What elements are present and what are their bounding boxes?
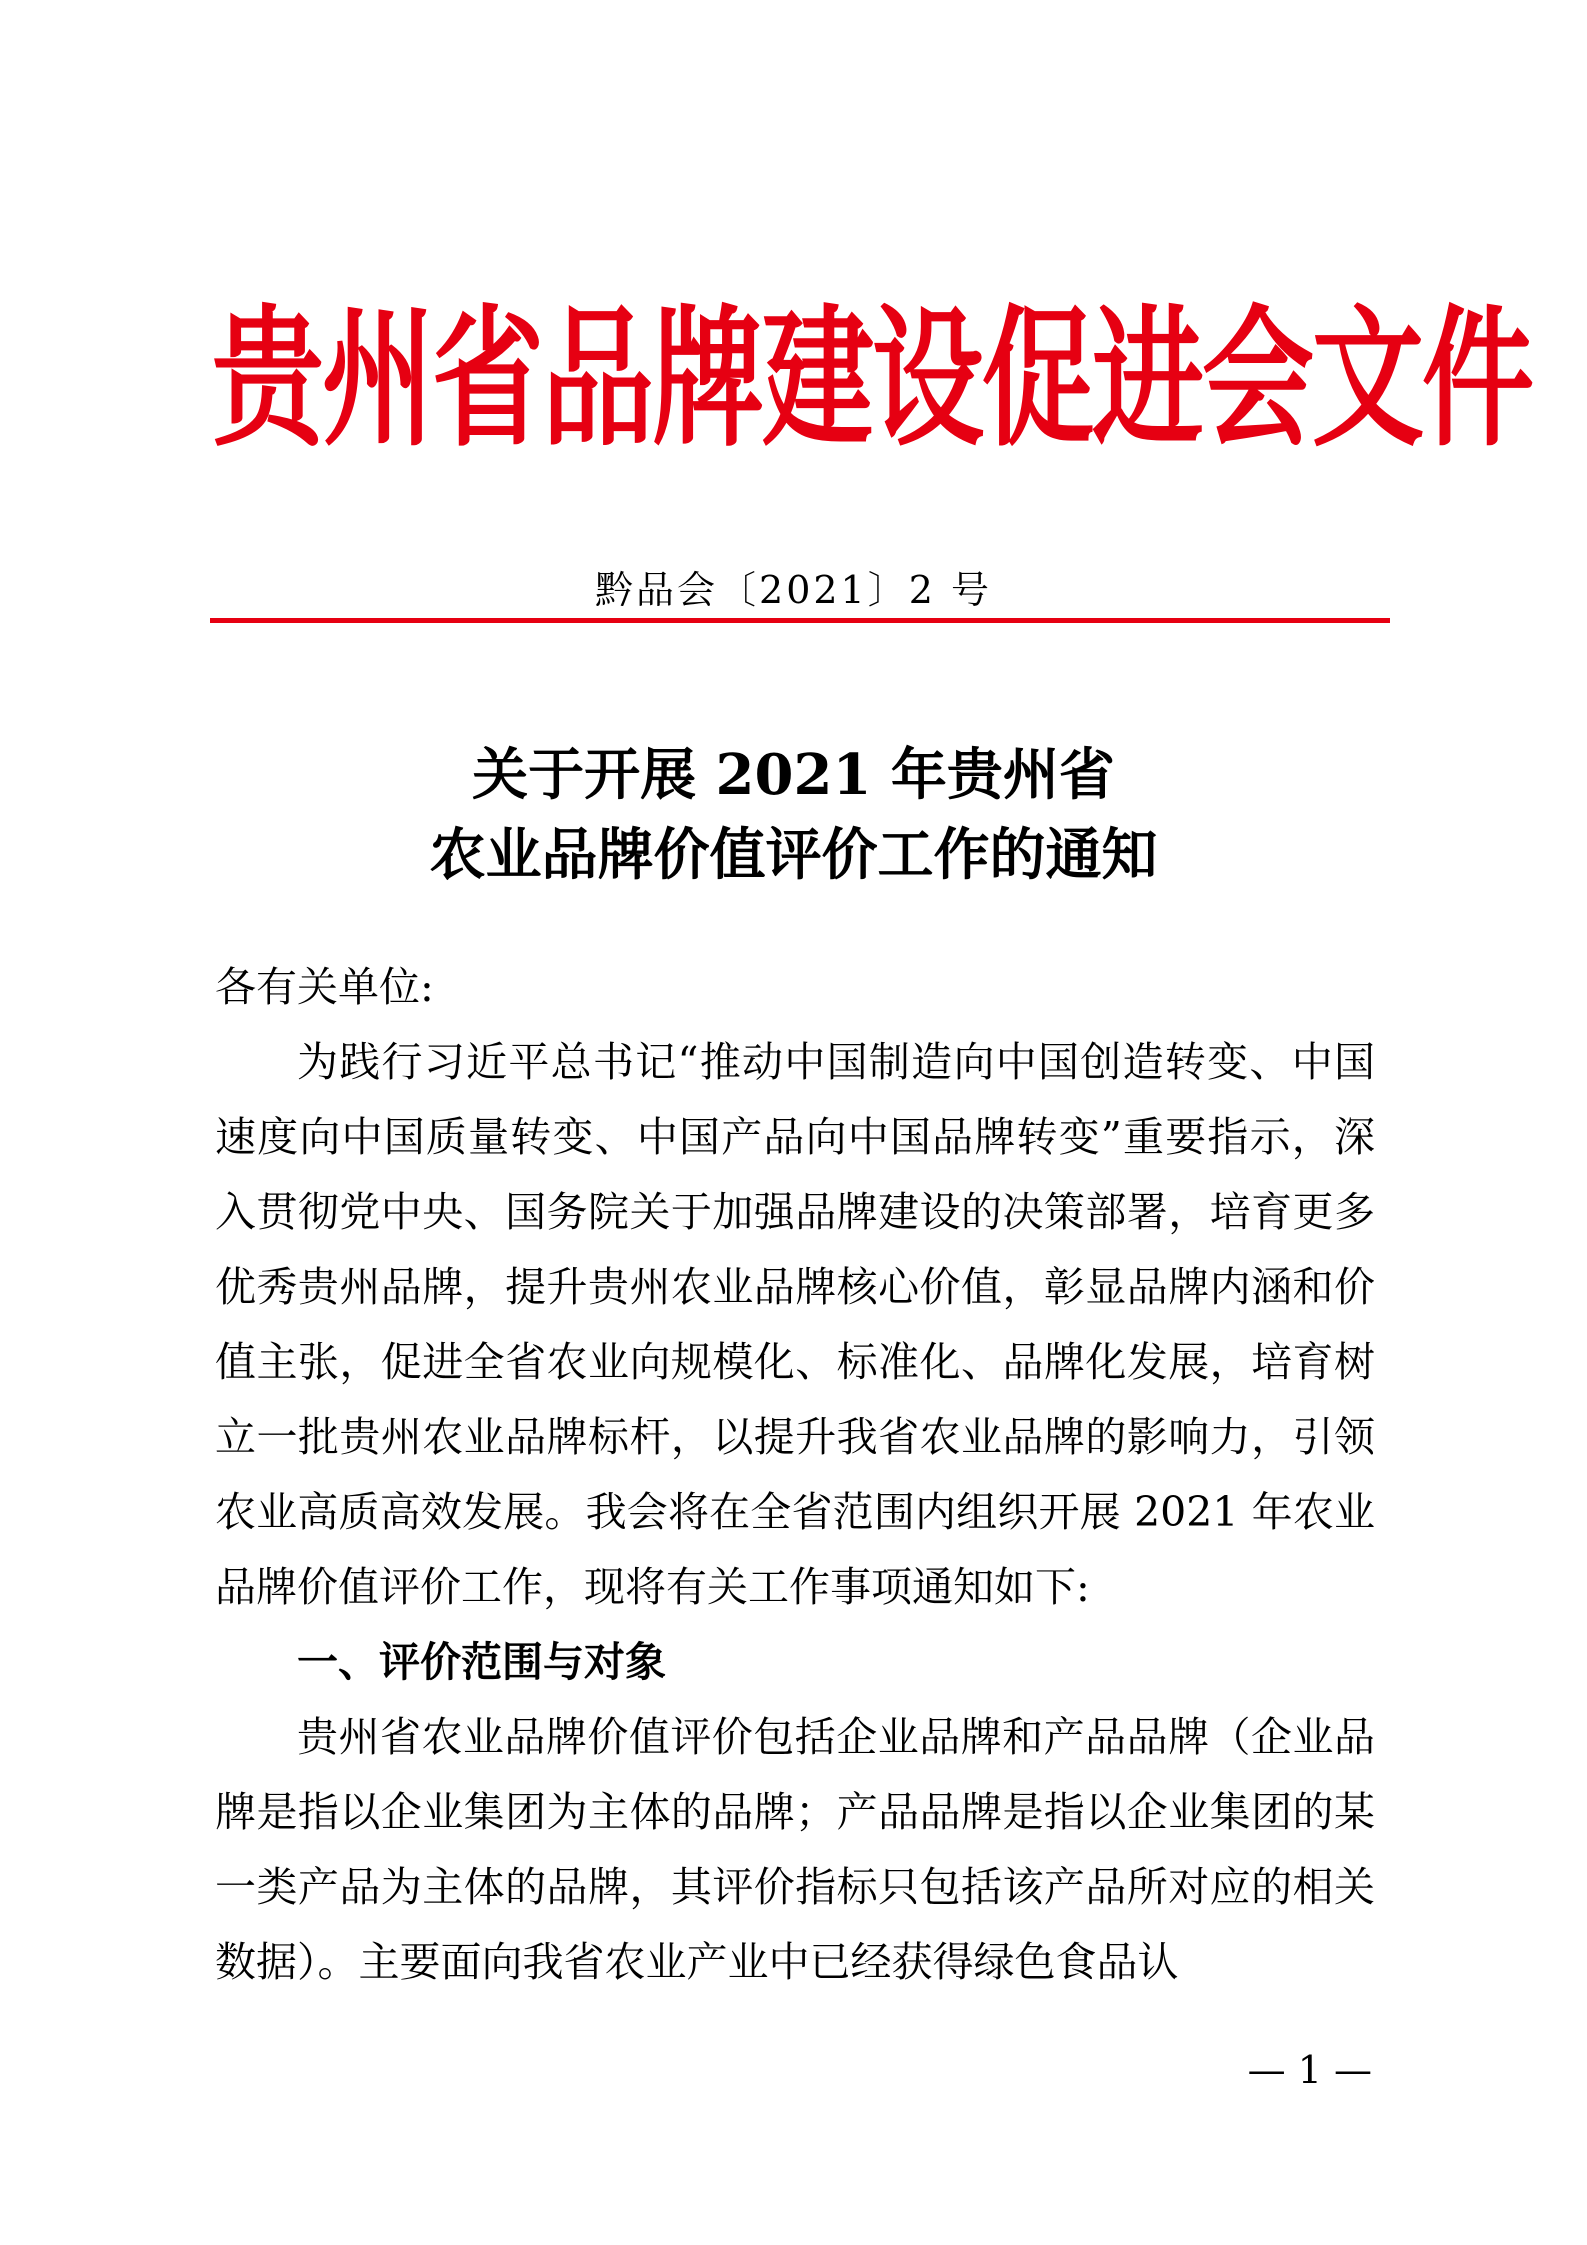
red-divider-line [210,618,1390,623]
section-heading-1: 一、评价范围与对象 [297,1638,666,1686]
document-number: 黔品会〔2021〕2 号 [595,568,992,612]
salutation: 各有关单位: [215,963,434,1011]
page-number: — 1 — [1247,2048,1372,2092]
notice-title [0,735,1587,895]
notice-title-line-2: 农业品牌价值评价工作的通知 [429,822,1158,888]
scope-paragraph: 贵州省农业品牌价值评价包括企业品牌和产品品牌（企业品牌是指以企业集团为主体的品牌；产品品牌是指以企业集团的某一类产品为主体的品牌，其评价指标只包括该产品所对应的相关数据）。主要面向我省农业产业中已经获得绿色食品认 [215,1713,1375,1986]
document-body [215,950,1375,2000]
intro-paragraph: 为践行习近平总书记“推动中国制造向中国创造转变、中国速度向中国质量转变、中国产品向中国品牌转变”重要指示，深入贯彻党中央、国务院关于加强品牌建设的决策部署，培育更多优秀贵州品牌，提升贵州农业品牌核心价值，彰显品牌内涵和价值主张，促进全省农业向规模化、标准化、品牌化发展，培育树立一批贵州农业品牌标杆，以提升我省农业品牌的影响力，引领农业高质高效发展。我会将在全省范围内组织开展 2021 年农业品牌价值评价工作，现将有关工作事项通知如下: [215,1038,1375,1611]
document-issuer-title: 贵州省品牌建设促进会文件 [212,292,1532,468]
notice-title-line-1: 关于开展 2021 年贵州省 [472,742,1115,808]
